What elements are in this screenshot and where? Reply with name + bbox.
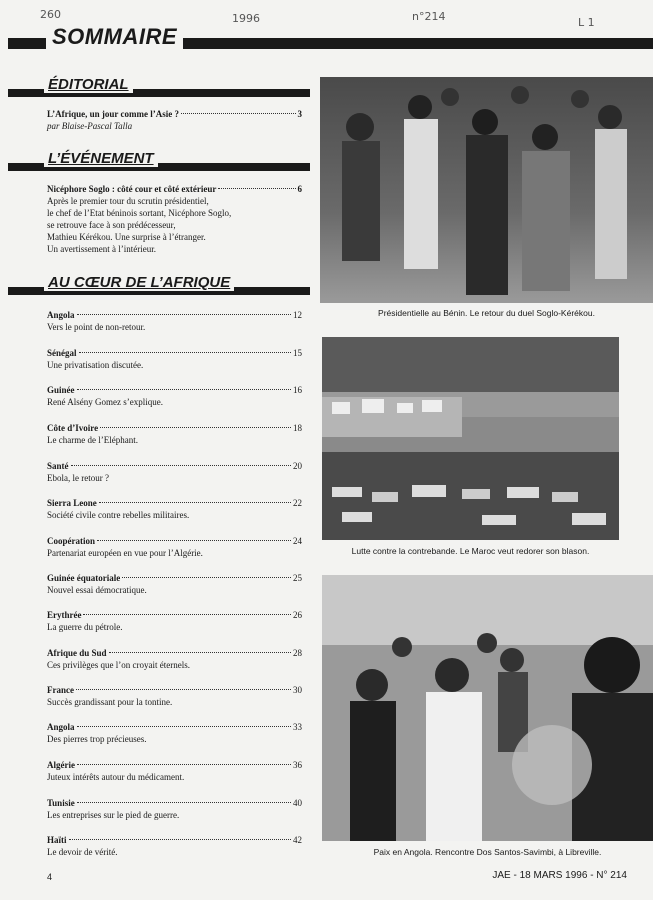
entry-page: 15: [293, 348, 302, 358]
photo-angola-meeting: [322, 575, 653, 841]
entry-page: 24: [293, 536, 302, 546]
entry-page: 40: [293, 798, 302, 808]
photo-caption: Paix en Angola. Rencontre Dos Santos-Savimbi, à Libreville.: [373, 847, 602, 857]
entry-subtitle: Ebola, le retour ?: [47, 473, 109, 483]
leader-dots: [97, 540, 291, 541]
toc-entry[interactable]: [47, 384, 302, 408]
toc-entry[interactable]: [47, 647, 302, 671]
section-header-evenement: [8, 152, 310, 174]
leader-dots: [77, 389, 291, 390]
masthead: [8, 26, 653, 50]
entry-page: 36: [293, 760, 302, 770]
entry-subtitle: Juteux intérêts autour du médicament.: [47, 772, 185, 782]
toc-entry[interactable]: [47, 759, 302, 783]
issue-info: JAE - 18 MARS 1996 - N° 214: [492, 870, 627, 881]
entry-title: France: [47, 685, 74, 695]
entry-title: Erythrée: [47, 610, 82, 620]
entry-summary-line: Un avertissement à l’intérieur.: [47, 244, 156, 254]
entry-page: 30: [293, 685, 302, 695]
entry-title: Afrique du Sud: [47, 648, 107, 658]
leader-dots: [109, 652, 291, 653]
entry-page: 18: [293, 423, 302, 433]
leader-dots: [100, 427, 291, 428]
leader-dots: [69, 839, 292, 840]
leader-dots: [76, 689, 291, 690]
leader-dots: [77, 764, 291, 765]
entry-title: Santé: [47, 461, 69, 471]
entry-title: Nicéphore Soglo : côté cour et côté extérieur: [47, 184, 217, 194]
entry-subtitle: Partenariat européen en vue pour l’Algérie.: [47, 548, 203, 558]
leader-dots: [71, 465, 291, 466]
section-header-editorial: [8, 78, 310, 100]
toc-entry[interactable]: [47, 535, 302, 559]
entry-page: 12: [293, 310, 302, 320]
editorial-entry[interactable]: [47, 108, 302, 132]
toc-entry[interactable]: [47, 721, 302, 745]
entry-summary-line: le chef de l’Etat béninois sortant, Nicéphore Soglo,: [47, 208, 232, 218]
photo-caption: Lutte contre la contrebande. Le Maroc veut redorer son blason.: [351, 546, 590, 556]
section-title: AU CŒUR DE L’AFRIQUE: [44, 274, 234, 291]
page-number: 4: [47, 872, 53, 882]
entry-title: Angola: [47, 310, 75, 320]
page-title: SOMMAIRE: [46, 24, 183, 50]
entry-page: 28: [293, 648, 302, 658]
photo-morocco-harbour-image: [322, 337, 619, 540]
entry-title: Haïti: [47, 835, 67, 845]
entry-page: 26: [293, 610, 302, 620]
toc-entry[interactable]: [47, 460, 302, 484]
toc-entry[interactable]: [47, 572, 302, 596]
evenement-entry[interactable]: [47, 183, 302, 255]
entry-page: 22: [293, 498, 302, 508]
entry-page: 3: [297, 109, 302, 119]
entry-subtitle: Des pierres trop précieuses.: [47, 734, 147, 744]
entry-page: 42: [293, 835, 302, 845]
section-title: ÉDITORIAL: [44, 76, 133, 93]
entry-subtitle: La guerre du pétrole.: [47, 622, 123, 632]
entry-subtitle: René Alsény Gomez s’explique.: [47, 397, 163, 407]
handwritten-note: 1996: [232, 12, 260, 25]
entry-title: Algérie: [47, 760, 75, 770]
entry-summary-line: se retrouve face à son prédécesseur,: [47, 220, 176, 230]
toc-entry[interactable]: [47, 609, 302, 633]
entry-title: L’Afrique, un jour comme l’Asie ?: [47, 109, 179, 119]
toc-entry[interactable]: [47, 347, 302, 371]
entry-title: Côte d’Ivoire: [47, 423, 99, 433]
entry-subtitle: Une privatisation discutée.: [47, 360, 144, 370]
leader-dots: [218, 188, 295, 189]
entry-title: Guinée équatoriale: [47, 573, 121, 583]
leader-dots: [122, 577, 291, 578]
entry-subtitle: Société civile contre rebelles militaires.: [47, 510, 190, 520]
leader-dots: [77, 802, 291, 803]
leader-dots: [99, 502, 291, 503]
entry-subtitle: Le devoir de vérité.: [47, 847, 118, 857]
entry-title: Coopération: [47, 536, 95, 546]
toc-entry[interactable]: [47, 797, 302, 821]
entry-summary-line: Après le premier tour du scrutin présidentiel,: [47, 196, 209, 206]
leader-dots: [77, 726, 291, 727]
entry-subtitle: Vers le point de non-retour.: [47, 322, 146, 332]
entry-subtitle: Ces privilèges que l’on croyait éternels.: [47, 660, 190, 670]
entry-subtitle: Succès grandissant pour la tontine.: [47, 697, 173, 707]
photo-angola-meeting-image: [322, 575, 653, 841]
entry-subtitle: Les entreprises sur le pied de guerre.: [47, 810, 180, 820]
photo-benin-crowd-image: [320, 77, 653, 303]
entry-byline: par Blaise-Pascal Talla: [47, 121, 133, 131]
toc-entry[interactable]: [47, 684, 302, 708]
photo-caption: Présidentielle au Bénin. Le retour du duel Soglo-Kérékou.: [378, 308, 595, 318]
leader-dots: [181, 113, 296, 114]
photo-benin-crowd: [320, 77, 653, 303]
toc-entry[interactable]: [47, 834, 302, 858]
leader-dots: [79, 352, 291, 353]
toc-entry[interactable]: [47, 422, 302, 446]
entry-title: Angola: [47, 722, 75, 732]
entry-subtitle: Le charme de l’Eléphant.: [47, 435, 138, 445]
entry-page: 25: [293, 573, 302, 583]
entry-title: Tunisie: [47, 798, 75, 808]
entry-title: Sierra Leone: [47, 498, 97, 508]
entry-page: 6: [297, 184, 302, 194]
entry-title: Sénégal: [47, 348, 77, 358]
section-header-coeur: [8, 276, 310, 298]
handwritten-note: n°214: [412, 10, 446, 23]
handwritten-note: 260: [40, 8, 61, 21]
entry-page: 33: [293, 722, 302, 732]
handwritten-note: L 1: [578, 16, 595, 29]
leader-dots: [83, 614, 291, 615]
leader-dots: [77, 314, 291, 315]
entry-summary-line: Mathieu Kérékou. Une surprise à l’étranger.: [47, 232, 206, 242]
toc-entry[interactable]: [47, 309, 302, 333]
photo-morocco-harbour: [322, 337, 619, 540]
entry-page: 20: [293, 461, 302, 471]
entry-subtitle: Nouvel essai démocratique.: [47, 585, 147, 595]
entry-page: 16: [293, 385, 302, 395]
entry-title: Guinée: [47, 385, 75, 395]
section-title: L’ÉVÉNEMENT: [44, 150, 158, 167]
toc-entry[interactable]: [47, 497, 302, 521]
